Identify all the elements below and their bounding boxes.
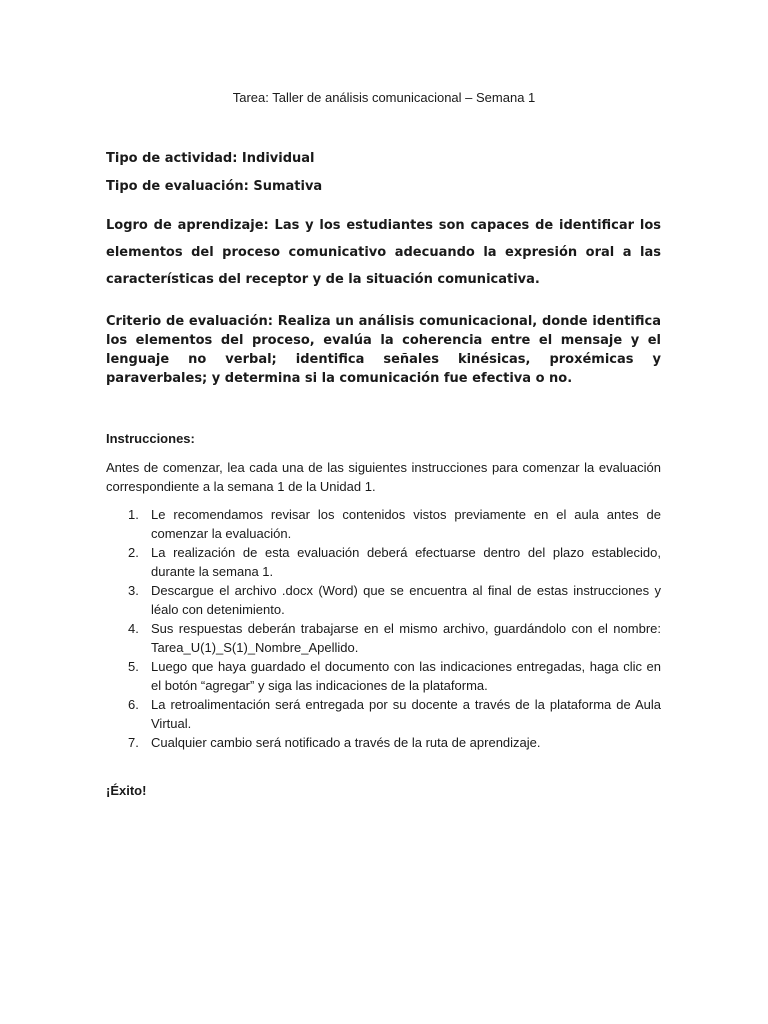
tipo-evaluacion: Tipo de evaluación: Sumativa	[106, 179, 323, 194]
document-title: Tarea: Taller de análisis comunicacional – Semana 1	[232, 90, 536, 105]
logro-aprendizaje: Logro de aprendizaje: Las y los estudiantes son capaces de identificar los elementos del proceso comunicativo adecuando la expresión oral a las características del receptor y de la situación comunicativa.	[106, 218, 661, 287]
list-number: 4.	[128, 621, 139, 636]
list-number: 7.	[128, 735, 139, 750]
list-item	[106, 733, 661, 752]
list-item	[106, 505, 661, 543]
list-item-text: Descargue el archivo .docx (Word) que se encuentra al final de estas instrucciones y léalo con detenimiento.	[151, 583, 661, 617]
list-number: 6.	[128, 697, 139, 712]
list-number: 1.	[128, 507, 139, 522]
list-item-text: Luego que haya guardado el documento con las indicaciones entregadas, haga clic en el botón “agregar” y siga las indicaciones de la plataforma.	[151, 659, 661, 693]
instrucciones-intro: Antes de comenzar, lea cada una de las siguientes instrucciones para comenzar la evaluación correspondiente a la semana 1 de la Unidad 1.	[106, 460, 661, 494]
list-item	[106, 581, 661, 619]
criterio-evaluacion: Criterio de evaluación: Realiza un análisis comunicacional, donde identifica los elementos del proceso, evalúa la coherencia entre el mensaje y el lenguaje no verbal; identifica señales kinésicas, proxémicas y paraverbales; y determina si la comunicación fue efectiva o no.	[106, 314, 661, 386]
list-item	[106, 543, 661, 581]
list-item-text: La realización de esta evaluación deberá efectuarse dentro del plazo establecido, durante la semana 1.	[151, 545, 661, 579]
list-item-text: La retroalimentación será entregada por su docente a través de la plataforma de Aula Virtual.	[151, 697, 661, 731]
list-item	[106, 619, 661, 657]
exito-text: ¡Éxito!	[106, 783, 147, 798]
list-item-text: Sus respuestas deberán trabajarse en el mismo archivo, guardándolo con el nombre: Tarea_U(1)_S(1)_Nombre_Apellido.	[151, 621, 661, 655]
instructions-list	[106, 505, 661, 752]
list-number: 5.	[128, 659, 139, 674]
tipo-actividad: Tipo de actividad: Individual	[106, 151, 315, 166]
list-item	[106, 695, 661, 733]
list-number: 2.	[128, 545, 139, 560]
list-item-text: Cualquier cambio será notificado a través de la ruta de aprendizaje.	[151, 735, 541, 750]
list-number: 3.	[128, 583, 139, 598]
instrucciones-heading: Instrucciones:	[106, 431, 195, 446]
list-item-text: Le recomendamos revisar los contenidos vistos previamente en el aula antes de comenzar la evaluación.	[151, 507, 661, 541]
list-item	[106, 657, 661, 695]
